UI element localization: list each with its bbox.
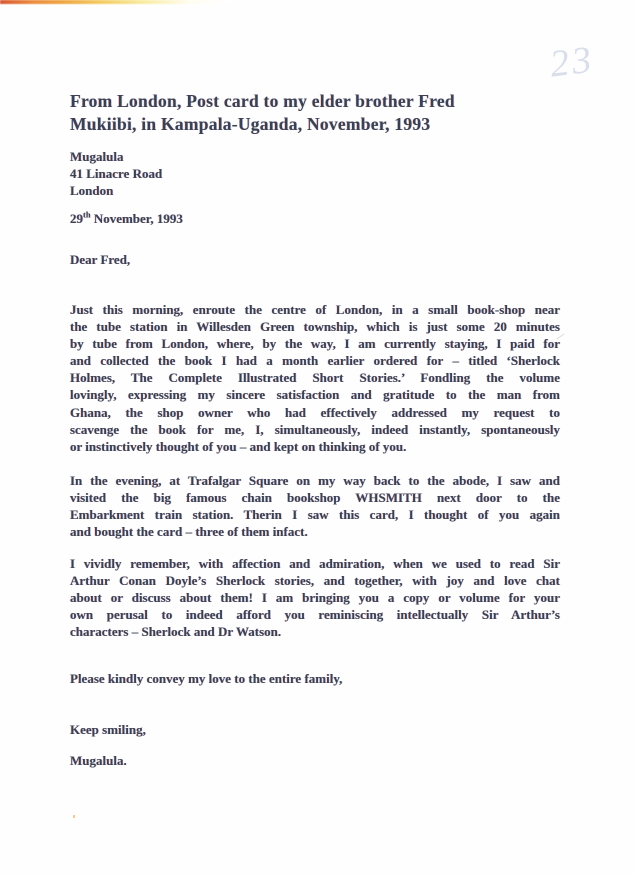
paragraph-line: Holmes, The Complete Illustrated Short Stories.’ Fondling the volume [70,370,560,386]
date-day: 29 [70,211,83,226]
paragraph-line: Embarkment train station. Therin I saw this card, I thought of you again [70,507,560,523]
sender-name: Mugalula [70,149,124,164]
closing-love-line: Please kindly convey my love to the entire family, [70,671,343,686]
paragraph-line: Arthur Conan Doyle’s Sherlock stories, and together, with joy and love chat [70,573,560,589]
paragraph-line: characters – Sherlock and Dr Watson. [70,624,282,640]
paragraph-line: lovingly, expressing my sincere satisfaction and gratitude to the man from [70,387,560,403]
body-paragraph-1 [70,301,560,455]
paragraph-line: scavenge the book for me, I, simultaneously, indeed instantly, spontaneously [70,421,560,437]
scan-artifact-strip [0,0,232,4]
paragraph-line: Ghana, the shop owner who had effectively addressed my request to [70,404,560,420]
scan-speck [73,815,75,818]
body-paragraph-2 [70,472,560,540]
paragraph-line: Just this morning, enroute the centre of London, in a small book-shop near [70,302,560,317]
paragraph-line: In the evening, at Trafalgar Square on my way back to the abode, I saw and [70,473,560,488]
paragraph-line: visited the big famous chain bookshop WHSMITH next door to the [70,490,560,506]
paragraph-line: about or discuss about them! I am bringing you a copy or volume for your [70,590,560,606]
date-rest: November, 1993 [90,211,183,226]
salutation: Dear Fred, [70,252,131,267]
letter-title-line-2: Mukiibi, in Kampala-Uganda, November, 1993 [70,114,431,134]
paragraph-line: and bought the card – three of them infact. [70,524,308,540]
letter-title-line-1: From London, Post card to my elder brother Fred [70,91,455,111]
date-ordinal: th [83,209,91,220]
faint-page-number: 23 [547,38,597,86]
sender-address-block [70,148,560,199]
paragraph-line: or instinctively thought of you – and kept on thinking of you. [70,438,407,454]
closing-keep-smiling: Keep smiling, [70,722,146,737]
sender-street: 41 Linacre Road [70,166,163,181]
letter-title [70,90,560,136]
paragraph-line: by tube from London, where, by the way, I am currently staying, I paid for [70,336,560,352]
paragraph-line: own perusal to indeed afford you reminiscing intellectually Sir Arthur’s [70,607,560,623]
letter-date [70,211,560,227]
paragraph-line: and collected the book I had a month earlier ordered for – titled ‘Sherlock [70,353,560,369]
paragraph-line: the tube station in Willesden Green township, which is just some 20 minutes [70,319,560,335]
paragraph-line: I vividly remember, with affection and admiration, when we used to read Sir [70,556,560,571]
sender-city: London [70,183,114,198]
signature-name: Mugalula. [70,753,127,768]
body-paragraph-3 [70,555,560,640]
